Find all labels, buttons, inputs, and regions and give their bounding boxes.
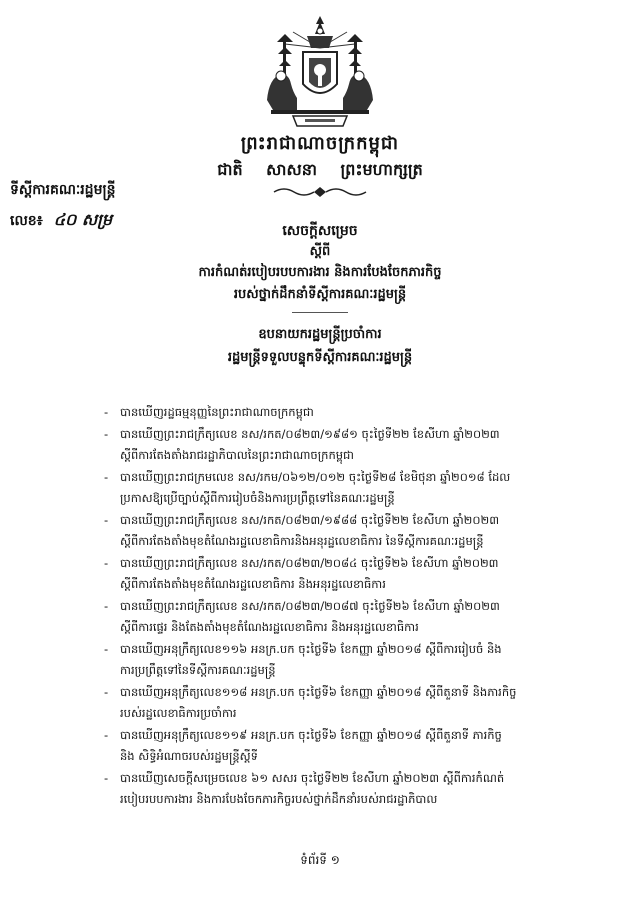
- reference-item: - បានឃើញព្រះរាជក្រមលេខ នស/រកម/០៦១២/០១២ ចុះថ្ងៃទី២៨ ខែមិថុនា ឆ្នាំ២០១៨ ដែល ប្រកាសឱ្យប្រើច្បាប់ស្ដីពីការរៀបចំនិងការប្រព្រឹត្តទៅនៃគណៈរដ្ឋមន្ត្រី: [104, 469, 511, 505]
- ornament-divider-icon: [270, 186, 370, 198]
- royal-coat-of-arms-icon: [263, 14, 377, 130]
- legal-references-list: [104, 402, 594, 811]
- reference-item: - បានឃើញរដ្ឋធម្មនុញ្ញនៃព្រះរាជាណាចក្រកម្ពុជា: [104, 405, 314, 419]
- national-motto: ជាតិ សាសនា ព្រះមហាក្សត្រ: [217, 160, 423, 179]
- reference-item: - បានឃើញព្រះរាជក្រឹត្យលេខ នស/រកត/០៨២៣/២០៨៧ ចុះថ្ងៃទី២៦ ខែសីហា ឆ្នាំ២០២៣ ស្ដីពីការផ្ទេរ និងតែងតាំងមុខតំណែងរដ្ឋលេខាធិការ និងអនុរដ្ឋលេខាធិការ: [104, 598, 500, 634]
- reference-item: - បានឃើញព្រះរាជក្រឹត្យលេខ នស/រកត/០៨២៣/១៩៨១ ចុះថ្ងៃទី២២ ខែសីហា ឆ្នាំ២០២៣ ស្ដីពីការតែងតាំងរាជរដ្ឋាភិបាលនៃព្រះរាជាណាចក្រកម្ពុជា: [104, 426, 500, 462]
- reference-item: - បានឃើញអនុក្រឹត្យលេខ១១៦ អនក្រ.បក ចុះថ្ងៃទី៦ ខែកញ្ញា ឆ្នាំ២០១៨ ស្ដីពីការរៀបចំ និង ការប្រព្រឹត្តទៅនៃទីស្ដីការគណៈរដ្ឋមន្ត្រី: [104, 641, 502, 677]
- reference-item: - បានឃើញអនុក្រឹត្យលេខ១១៩ អនក្រ.បក ចុះថ្ងៃទី៦ ខែកញ្ញា ឆ្នាំ២០១៨ ស្ដីពីតួនាទី ភារកិច្ច និង សិទ្ធិអំណាចរបស់រដ្ឋមន្ត្រីស្ដីទី: [104, 727, 502, 763]
- reference-item: - បានឃើញព្រះរាជក្រឹត្យលេខ នស/រកត/០៨២៣/១៩៨៨ ចុះថ្ងៃទី២២ ខែសីហា ឆ្នាំ២០២៣ ស្ដីពីការតែងតាំងមុខតំណែងរដ្ឋលេខាធិការនិងអនុរដ្ឋលេខាធិការ នៃទីស្ដីការគណៈរដ្ឋមន្ត្រី: [104, 512, 500, 548]
- reference-item: - បានឃើញអនុក្រឹត្យលេខ១១៨ អនក្រ.បក ចុះថ្ងៃទី៦ ខែកញ្ញា ឆ្នាំ២០១៨ ស្ដីពីតួនាទី និងភារកិច្ច របស់រដ្ឋលេខាធិការប្រចាំការ: [104, 684, 517, 720]
- reference-value: ៤០ សម្រ: [53, 210, 113, 229]
- authority-line-2: រដ្ឋមន្ត្រីទទួលបន្ទុកទីស្ដីការគណៈរដ្ឋមន្ត្រី: [227, 350, 413, 365]
- subject-line-2: របស់ថ្នាក់ដឹកនាំទីស្ដីការគណៈរដ្ឋមន្ត្រី: [233, 287, 407, 302]
- reference-label: លេខ៖: [10, 213, 43, 229]
- kingdom-heading: ព្រះរាជាណាចក្រកម្ពុជា: [240, 133, 400, 154]
- reference-item: - បានឃើញសេចក្ដីសម្រេចលេខ ៦១ សសរ ចុះថ្ងៃទី២២ ខែសីហា ឆ្នាំ២០២៣ ស្ដីពីការកំណត់ របៀបរបបការងារ និងការបែងចែកភារកិច្ចរបស់ថ្នាក់ដឹកនាំរបស់រាជរដ្ឋាភិបាល: [104, 770, 505, 806]
- page-number: ទំព័រទី ១: [300, 853, 340, 867]
- subject-line-1: ការកំណត់របៀបរបបការងារ និងការបែងចែកភារកិច្ច: [198, 265, 442, 280]
- authority-line-1: ឧបនាយករដ្ឋមន្ត្រីប្រចាំការ: [258, 327, 382, 342]
- concerning-label: ស្ដីពី: [309, 244, 331, 259]
- issuing-office: ទីស្ដីការគណៈរដ្ឋមន្ត្រី: [10, 182, 116, 198]
- title-divider: [292, 312, 348, 313]
- document-type: សេចក្ដីសម្រេច: [282, 223, 358, 239]
- reference-item: - បានឃើញព្រះរាជក្រឹត្យលេខ នស/រកត/០៨២៣/២០៨៤ ចុះថ្ងៃទី២៦ ខែសីហា ឆ្នាំ២០២៣ ស្ដីពីការតែងតាំងមុខតំណែងរដ្ឋលេខាធិការ និងអនុរដ្ឋលេខាធិការ: [104, 555, 499, 591]
